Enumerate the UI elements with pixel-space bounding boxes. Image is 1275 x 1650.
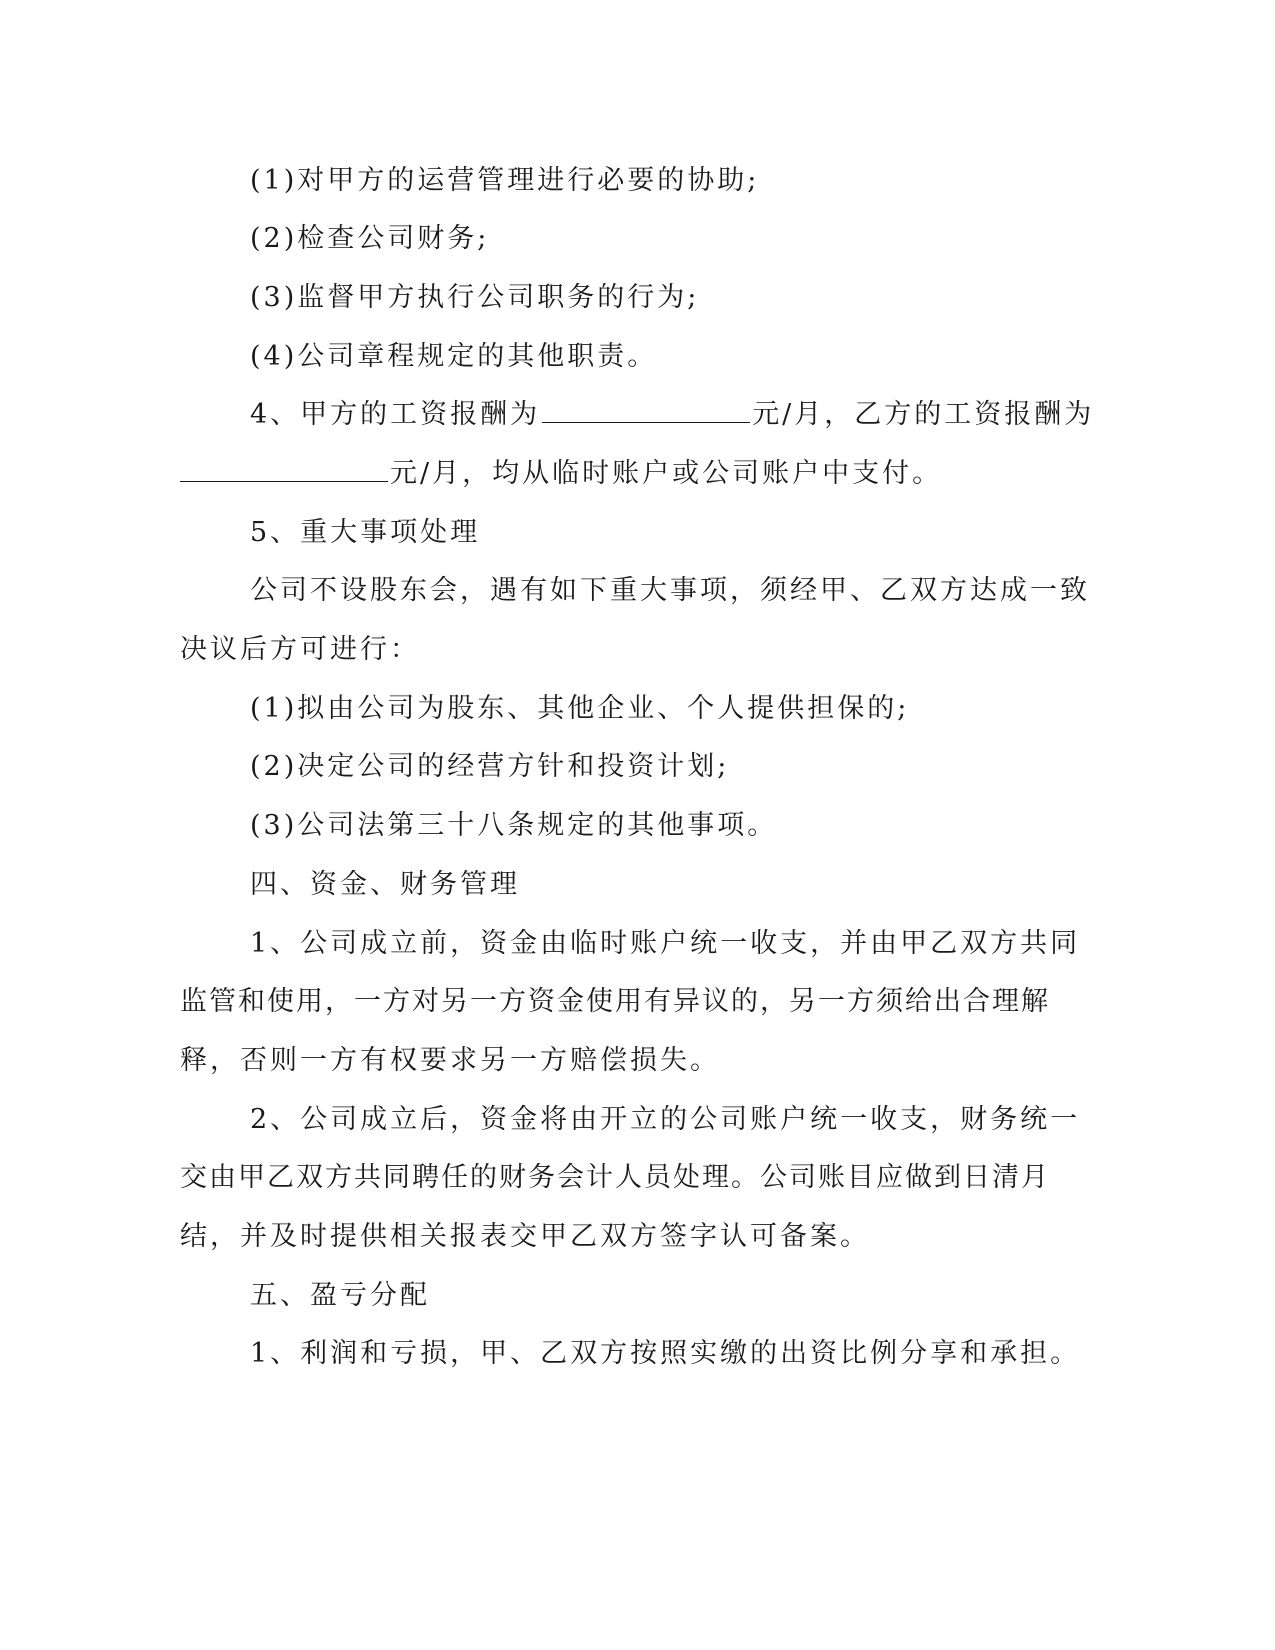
text-line: 释，否则一方有权要求另一方赔偿损失。 (180, 1045, 720, 1076)
salary-line (180, 456, 942, 492)
salary-text-part: 4、甲方的工资报酬为 (250, 399, 541, 430)
salary-text-part: 元/月，乙方的工资报酬为 (752, 399, 1095, 430)
text-line: (3)公司法第三十八条规定的其他事项。 (250, 810, 778, 841)
text-line: 决议后方可进行： (180, 634, 420, 665)
fill-in-blank (542, 400, 750, 423)
section-heading: 五、盈亏分配 (250, 1280, 430, 1311)
fill-in-blank (180, 459, 388, 482)
text-line: (4)公司章程规定的其他职责。 (250, 341, 658, 372)
text-line: 交由甲乙双方共同聘任的财务会计人员处理。公司账目应做到日清月 (180, 1162, 1050, 1193)
section-heading: 四、资金、财务管理 (250, 869, 520, 900)
text-line: (2)检查公司财务; (250, 223, 490, 254)
text-line: 结，并及时提供相关报表交甲乙双方签字认可备案。 (180, 1221, 870, 1252)
text-line: (3)监督甲方执行公司职务的行为; (250, 282, 700, 313)
text-line: (2)决定公司的经营方针和投资计划; (250, 751, 730, 782)
text-line: 2、公司成立后，资金将由开立的公司账户统一收支，财务统一 (250, 1104, 1081, 1135)
salary-text-part: 元/月，均从临时账户或公司账户中支付。 (390, 458, 943, 489)
salary-line (250, 397, 1094, 433)
text-line: (1)对甲方的运营管理进行必要的协助; (250, 165, 760, 196)
text-line: 1、利润和亏损，甲、乙双方按照实缴的出资比例分享和承担。 (250, 1338, 1081, 1369)
text-line: 1、公司成立前，资金由临时账户统一收支，并由甲乙双方共同 (250, 928, 1081, 959)
text-line: (1)拟由公司为股东、其他企业、个人提供担保的; (250, 693, 910, 724)
text-line: 监管和使用，一方对另一方资金使用有异议的，另一方须给出合理解 (180, 986, 1050, 1017)
text-line: 公司不设股东会，遇有如下重大事项，须经甲、乙双方达成一致 (250, 575, 1090, 606)
section-heading: 5、重大事项处理 (250, 517, 481, 548)
